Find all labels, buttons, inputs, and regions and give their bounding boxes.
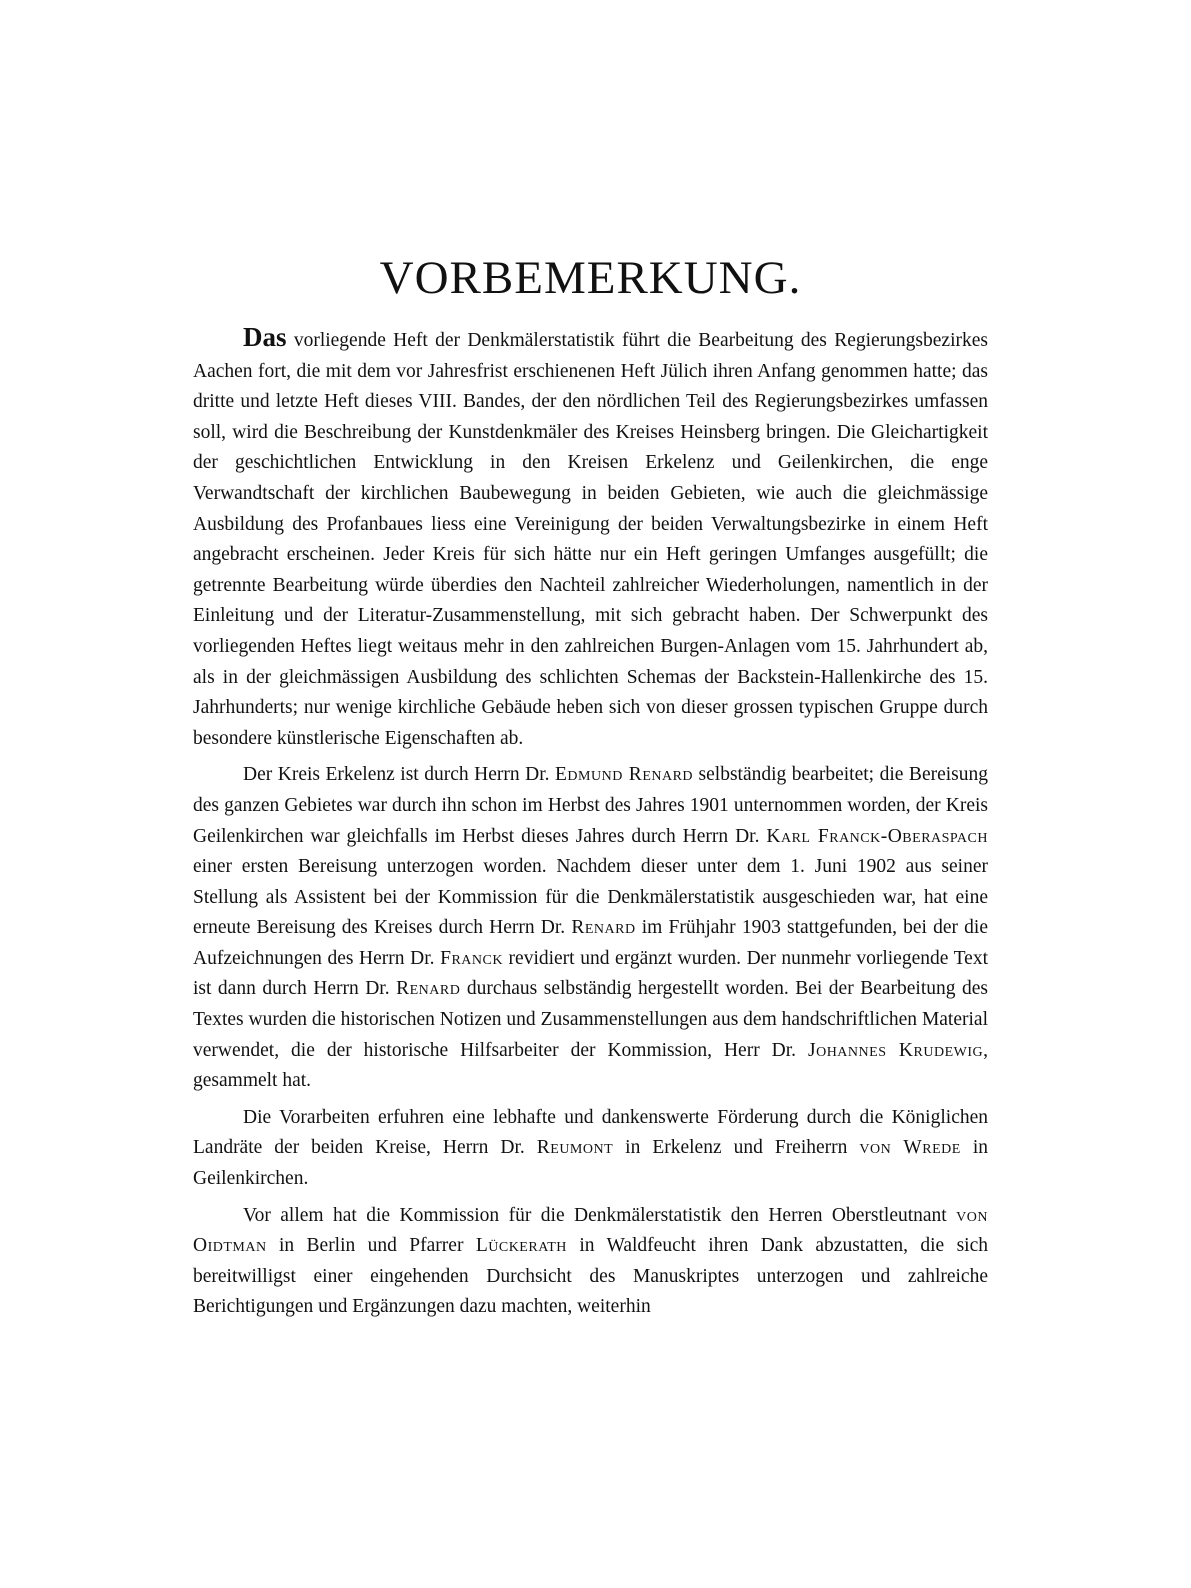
paragraph-4-text-3: in Waldfeucht ihren Dank abzustatten, die sich bereitwilligst einer eingehenden Durchsicht des Manuskriptes unterzogen und zahlreiche Berichtigungen und Ergänzungen dazu machten, weiterhin <box>193 1235 988 1318</box>
paragraph-2-text-4: im Frühjahr 1903 stattgefunden, bei der die Aufzeichnungen des Herrn Dr. <box>193 917 988 969</box>
paragraph-2-text-1: Der Kreis Erkelenz ist durch Herrn Dr. <box>243 764 555 786</box>
name-edmund-renard: Edmund Renard <box>555 764 694 786</box>
paragraph-4-text-2: in Berlin und Pfarrer <box>266 1235 476 1257</box>
name-reumont: Reumont <box>536 1137 614 1159</box>
paragraph-2-text-2: selbständig bearbeitet; die Bereisung des ganzen Gebietes war durch ihn schon im Herbst des Jahres 1901 unternommen worden, der Kreis Geilenkirchen war gleichfalls im Herbst dieses Jahres durch Herrn Dr. <box>193 764 988 847</box>
name-von-oidtman: von Oidtman <box>193 1204 988 1257</box>
paragraph-2-text-5: revidiert und ergänzt wurden. Der nunmehr vorliegende Text ist dann durch Herrn Dr. <box>193 947 988 1000</box>
drop-cap: Das <box>243 322 287 352</box>
paragraph-2 <box>193 760 988 1097</box>
document-page <box>193 248 988 1329</box>
paragraph-3-text-2: in Erkelenz und Freiherrn <box>613 1137 860 1159</box>
paragraph-3-text-3: in Geilenkirchen. <box>193 1137 989 1190</box>
paragraph-3 <box>193 1103 988 1195</box>
paragraph-1-text: vorliegende Heft der Denkmälerstatistik führt die Bearbeitung des Regierungsbezirkes Aachen fort, die mit dem vor Jahresfrist erschienenen Heft Jülich ihren Anfang genommen hatte; das dritte und letzte Heft dieses VIII. Bandes, der den nördlichen Teil des Regierungsbezirkes umfassen soll, wird die Beschreibung der Kunstdenkmäler des Kreises Heinsberg bringen. Die Gleichartigkeit der geschichtlichen Entwicklung in den Kreisen Erkelenz und Geilenkirchen, die enge Verwandtschaft der kirchlichen Baubewegung in beiden Gebieten, wie auch die gleichmässige Ausbildung des Profanbaues liess eine Vereinigung der beiden Verwaltungsbezirke in einem Heft angebracht erscheinen. Jeder Kreis für sich hätte nur ein Heft geringen Umfanges ausgefüllt; die getrennte Bearbeitung würde überdies den Nachteil zahlreicher Wiederholungen, namentlich in der Einleitung und der Literatur-Zusammenstellung, mit sich gebracht haben. Der Schwerpunkt des vorliegenden Heftes liegt weitaus mehr in den zahlreichen Burgen-Anlagen vom 15. Jahrhundert ab, als in der gleichmässigen Ausbildung des schlichten Schemas der Backstein-Hallenkirche des 15. Jahrhunderts; nur wenige kirchliche Gebäude heben sich von dieser grossen typischen Gruppe durch besondere künstlerische Eigenschaften ab. <box>193 330 988 749</box>
page-title: VORBEMERKUNG. <box>379 252 802 304</box>
paragraph-4-text-1: Vor allem hat die Kommission für die Denkmälerstatistik den Herren Oberstleutnant <box>243 1204 957 1226</box>
paragraph-3-text-1: Die Vorarbeiten erfuhren eine lebhafte und dankenswerte Förderung durch die Königlichen Landräte der beiden Kreise, Herrn Dr. <box>193 1106 988 1159</box>
paragraph-2-text-7: , gesammelt hat. <box>193 1039 988 1092</box>
paragraph-2-text-3: einer ersten Bereisung unterzogen worden. Nachdem dieser unter dem 1. Juni 1902 aus seiner Stellung als Assistent bei der Kommission für die Denkmälerstatistik ausgeschieden war, hat eine erneute Bereisung des Kreises durch Herrn Dr. <box>193 856 988 939</box>
name-renard-2: Renard <box>396 978 461 1000</box>
paragraph-2-text-6: durchaus selbständig hergestellt worden. Bei der Bearbeitung des Textes wurden die historischen Notizen und Zusammenstellungen aus dem handschriftlichen Material verwendet, die der historische Hilfsarbeiter der Kommission, Herr Dr. <box>193 978 988 1061</box>
name-renard-1: Renard <box>571 917 636 939</box>
paragraph-4 <box>193 1201 988 1323</box>
paragraph-1 <box>193 322 988 754</box>
name-franck: Franck <box>440 947 503 969</box>
name-karl-franck: Karl Franck-Oberaspach <box>766 825 988 847</box>
name-lueckerath: Lückerath <box>475 1235 567 1257</box>
name-johannes-krudewig: Johannes Krudewig <box>808 1039 984 1061</box>
name-von-wrede: von Wrede <box>859 1137 961 1159</box>
